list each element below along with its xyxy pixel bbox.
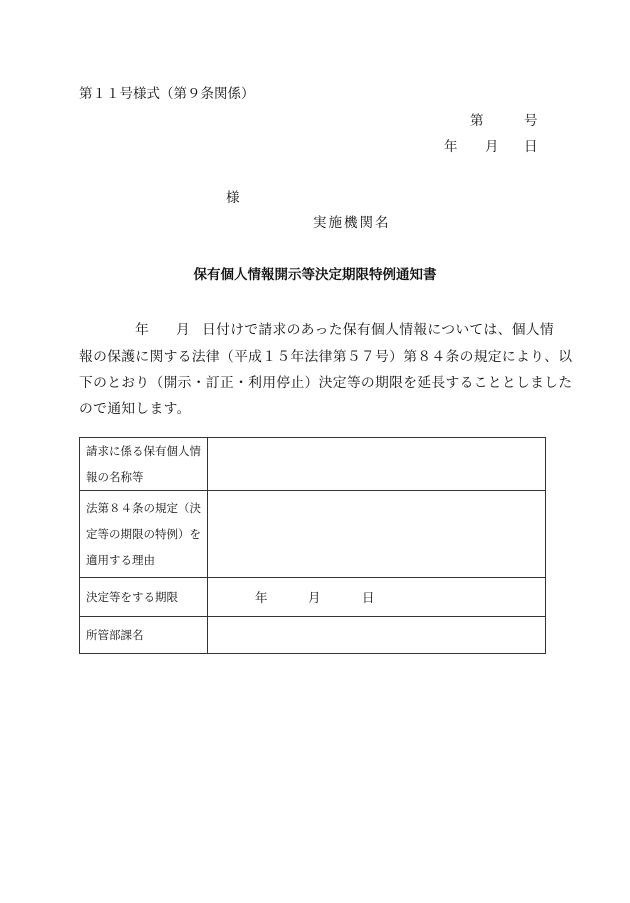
- deadline-day: 日: [362, 590, 375, 605]
- doc-date-month: 月: [485, 139, 499, 155]
- row-label-department: 所管部課名: [80, 617, 208, 654]
- table-row: [80, 578, 546, 617]
- label-line: 法第８４条の規定（決: [86, 501, 201, 515]
- body-line-3: 下のとおり（開示・訂正・利用停止）決定等の期限を延長することとしました: [79, 375, 573, 391]
- doc-number-prefix: 第: [470, 113, 484, 129]
- table-row: [80, 438, 546, 491]
- form-id: 第１１号様式（第９条関係）: [79, 86, 255, 102]
- info-table: [79, 437, 546, 654]
- row-label-reason: [80, 491, 208, 578]
- body-line-2: 報の保護に関する法律（平成１５年法律第５７号）第８４条の規定により、以: [79, 349, 573, 365]
- reason-value[interactable]: [208, 491, 546, 578]
- body-line-1: 日付けで請求のあった保有個人情報については、個人情: [202, 322, 555, 338]
- label-line: 報の名称等: [86, 470, 144, 484]
- doc-date-year: 年: [444, 139, 458, 155]
- body-line-4: ので通知します。: [79, 401, 191, 417]
- deadline-value[interactable]: [208, 578, 546, 617]
- doc-number-suffix: 号: [524, 113, 538, 129]
- document-title: 保有個人情報開示等決定期限特例通知書: [193, 267, 437, 283]
- row-label-info-name: [80, 438, 208, 491]
- department-value[interactable]: [208, 617, 546, 654]
- label-line: 請求に係る保有個人情: [86, 444, 201, 458]
- deadline-month: 月: [308, 590, 321, 605]
- organization-label: 実施機関名: [313, 215, 391, 231]
- doc-date-day: 日: [524, 139, 538, 155]
- addressee-suffix: 様: [226, 190, 240, 206]
- body-month: 月: [176, 322, 191, 338]
- table-row: [80, 491, 546, 578]
- info-name-value[interactable]: [208, 438, 546, 491]
- table-row: [80, 617, 546, 654]
- label-line: 定等の期限の特例）を: [86, 527, 201, 541]
- label-line: 適用する理由: [86, 553, 155, 567]
- deadline-year: 年: [255, 590, 268, 605]
- body-year: 年: [135, 322, 150, 338]
- row-label-deadline: 決定等をする期限: [80, 578, 208, 617]
